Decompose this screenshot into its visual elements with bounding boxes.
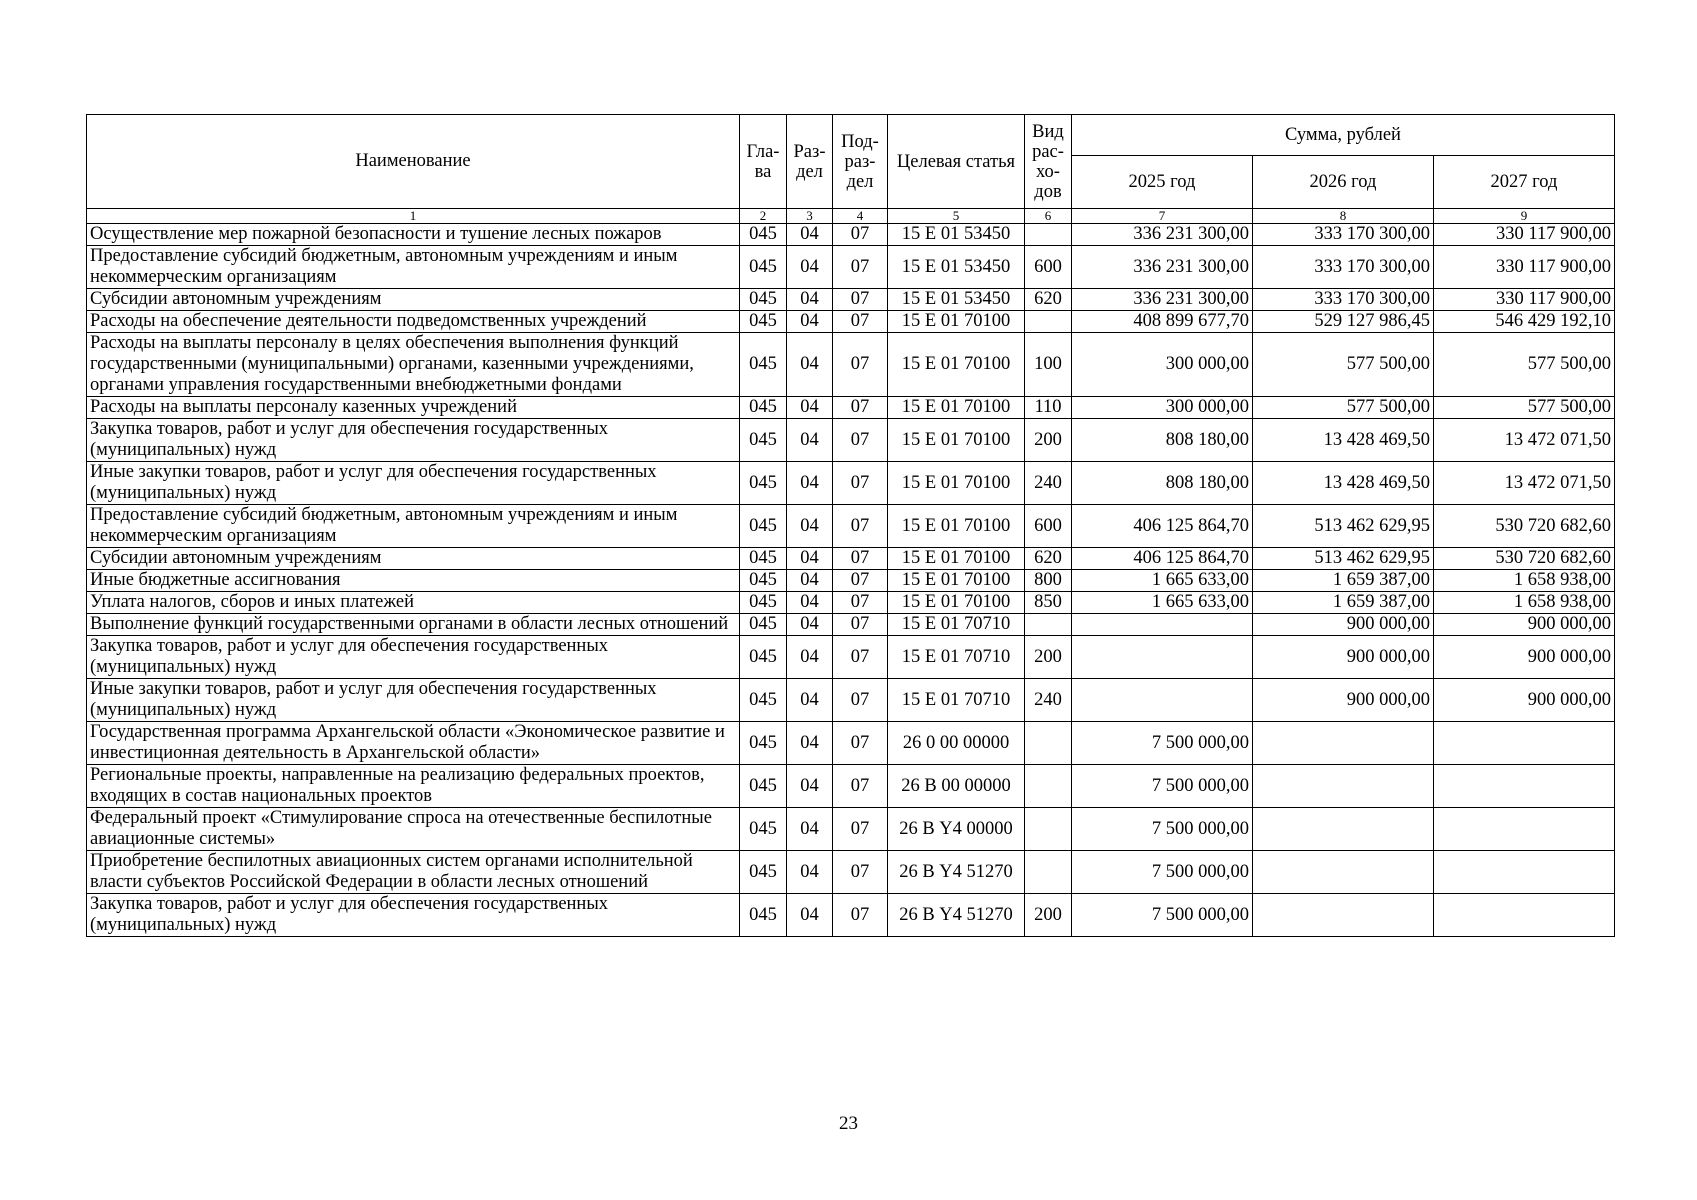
header-vid-rashodov: Вид рас- хо- дов [1025,115,1072,209]
row-sum-2026: 577 500,00 [1253,397,1434,419]
row-podrazdel: 07 [833,636,888,679]
table-row [87,333,1615,397]
row-sum-2025: 336 231 300,00 [1072,224,1253,246]
row-sum-2025: 300 000,00 [1072,333,1253,397]
row-podrazdel: 07 [833,765,888,808]
row-sum-2027: 900 000,00 [1434,679,1615,722]
row-glava: 045 [740,224,787,246]
row-vid-rashodov: 100 [1025,333,1072,397]
row-celevaya-statya: 15 Е 01 70100 [888,397,1025,419]
row-glava: 045 [740,570,787,592]
row-sum-2025: 336 231 300,00 [1072,289,1253,311]
row-name: Расходы на выплаты персоналу казенных учреждений [87,397,740,419]
row-celevaya-statya: 15 Е 01 70100 [888,548,1025,570]
row-razdel: 04 [787,614,833,636]
row-sum-2026: 333 170 300,00 [1253,246,1434,289]
table-row [87,679,1615,722]
row-sum-2027: 577 500,00 [1434,397,1615,419]
row-sum-2025: 1 665 633,00 [1072,570,1253,592]
row-celevaya-statya: 15 Е 01 70710 [888,614,1025,636]
row-sum-2027 [1434,894,1615,937]
table-body [87,224,1615,937]
row-sum-2027: 577 500,00 [1434,333,1615,397]
row-razdel: 04 [787,462,833,505]
row-sum-2027: 13 472 071,50 [1434,462,1615,505]
row-podrazdel: 07 [833,679,888,722]
row-name: Государственная программа Архангельской области «Экономическое развитие и инвестиционная деятельность в Архангельской области» [87,722,740,765]
row-glava: 045 [740,462,787,505]
row-sum-2025: 408 899 677,70 [1072,311,1253,333]
row-sum-2025 [1072,614,1253,636]
row-sum-2025: 1 665 633,00 [1072,592,1253,614]
row-sum-2025: 406 125 864,70 [1072,505,1253,548]
row-celevaya-statya: 15 Е 01 70100 [888,505,1025,548]
row-name: Закупка товаров, работ и услуг для обеспечения государственных (муниципальных) нужд [87,636,740,679]
row-sum-2026: 513 462 629,95 [1253,548,1434,570]
row-celevaya-statya: 15 Е 01 70100 [888,311,1025,333]
row-vid-rashodov: 200 [1025,419,1072,462]
row-sum-2025: 7 500 000,00 [1072,808,1253,851]
table-row [87,592,1615,614]
row-podrazdel: 07 [833,808,888,851]
row-glava: 045 [740,548,787,570]
row-name: Предоставление субсидий бюджетным, автономным учреждениям и иным некоммерческим организациям [87,505,740,548]
row-vid-rashodov [1025,224,1072,246]
row-sum-2026: 900 000,00 [1253,614,1434,636]
row-razdel: 04 [787,548,833,570]
row-sum-2027: 900 000,00 [1434,614,1615,636]
row-name: Субсидии автономным учреждениям [87,289,740,311]
row-podrazdel: 07 [833,419,888,462]
row-vid-rashodov: 800 [1025,570,1072,592]
column-number: 7 [1072,209,1253,224]
row-vid-rashodov: 600 [1025,246,1072,289]
row-celevaya-statya: 15 Е 01 70100 [888,333,1025,397]
table-row [87,419,1615,462]
row-sum-2025: 808 180,00 [1072,419,1253,462]
row-celevaya-statya: 15 Е 01 70710 [888,679,1025,722]
header-name: Наименование [87,115,740,209]
row-sum-2026: 13 428 469,50 [1253,462,1434,505]
column-number: 1 [87,209,740,224]
header-celevaya-statya: Целевая статья [888,115,1025,209]
row-celevaya-statya: 15 Е 01 53450 [888,289,1025,311]
row-podrazdel: 07 [833,548,888,570]
row-vid-rashodov: 110 [1025,397,1072,419]
row-sum-2026: 1 659 387,00 [1253,592,1434,614]
row-podrazdel: 07 [833,289,888,311]
row-sum-2025: 7 500 000,00 [1072,765,1253,808]
row-sum-2026: 900 000,00 [1253,679,1434,722]
column-number: 3 [787,209,833,224]
page-number: 23 [839,1113,858,1134]
column-number: 2 [740,209,787,224]
row-name: Выполнение функций государственными органами в области лесных отношений [87,614,740,636]
row-razdel: 04 [787,397,833,419]
row-celevaya-statya: 26 В Y4 00000 [888,808,1025,851]
row-celevaya-statya: 15 Е 01 70100 [888,462,1025,505]
row-razdel: 04 [787,894,833,937]
row-razdel: 04 [787,851,833,894]
row-sum-2026 [1253,808,1434,851]
table-row [87,808,1615,851]
row-vid-rashodov [1025,614,1072,636]
row-razdel: 04 [787,419,833,462]
row-razdel: 04 [787,722,833,765]
row-name: Закупка товаров, работ и услуг для обеспечения государственных (муниципальных) нужд [87,894,740,937]
row-sum-2027: 1 658 938,00 [1434,592,1615,614]
table-row [87,765,1615,808]
row-sum-2025: 336 231 300,00 [1072,246,1253,289]
row-podrazdel: 07 [833,333,888,397]
row-name: Иные закупки товаров, работ и услуг для обеспечения государственных (муниципальных) нужд [87,462,740,505]
row-name: Закупка товаров, работ и услуг для обеспечения государственных (муниципальных) нужд [87,419,740,462]
row-sum-2025 [1072,636,1253,679]
row-name: Уплата налогов, сборов и иных платежей [87,592,740,614]
row-podrazdel: 07 [833,570,888,592]
row-sum-2025: 808 180,00 [1072,462,1253,505]
row-podrazdel: 07 [833,397,888,419]
header-podrazdel: Под- раз- дел [833,115,888,209]
row-name: Региональные проекты, направленные на реализацию федеральных проектов, входящих в состав национальных проектов [87,765,740,808]
row-sum-2026: 333 170 300,00 [1253,289,1434,311]
header-year-2027: 2027 год [1434,156,1615,209]
row-podrazdel: 07 [833,851,888,894]
table-header [87,115,1615,224]
row-glava: 045 [740,505,787,548]
header-year-2026: 2026 год [1253,156,1434,209]
row-razdel: 04 [787,311,833,333]
row-celevaya-statya: 26 В 00 00000 [888,765,1025,808]
row-sum-2025 [1072,679,1253,722]
column-number: 8 [1253,209,1434,224]
row-glava: 045 [740,311,787,333]
budget-table [86,114,1615,937]
row-sum-2027: 330 117 900,00 [1434,246,1615,289]
table-row [87,289,1615,311]
row-glava: 045 [740,894,787,937]
table-row [87,636,1615,679]
row-vid-rashodov [1025,311,1072,333]
row-name: Приобретение беспилотных авиационных систем органами исполнительной власти субъектов Российской Федерации в области лесных отношений [87,851,740,894]
row-podrazdel: 07 [833,505,888,548]
row-glava: 045 [740,333,787,397]
table-row [87,570,1615,592]
row-razdel: 04 [787,592,833,614]
row-glava: 045 [740,722,787,765]
row-podrazdel: 07 [833,311,888,333]
row-vid-rashodov [1025,808,1072,851]
row-sum-2027: 530 720 682,60 [1434,505,1615,548]
row-sum-2025: 406 125 864,70 [1072,548,1253,570]
row-name: Иные бюджетные ассигнования [87,570,740,592]
row-sum-2027: 1 658 938,00 [1434,570,1615,592]
row-glava: 045 [740,765,787,808]
table-row [87,246,1615,289]
row-glava: 045 [740,397,787,419]
row-razdel: 04 [787,765,833,808]
table-row [87,894,1615,937]
table-row [87,462,1615,505]
row-name: Иные закупки товаров, работ и услуг для обеспечения государственных (муниципальных) нужд [87,679,740,722]
row-sum-2025: 7 500 000,00 [1072,851,1253,894]
row-name: Федеральный проект «Стимулирование спроса на отечественные беспилотные авиационные системы» [87,808,740,851]
row-sum-2027: 900 000,00 [1434,636,1615,679]
column-number-row [87,209,1615,224]
table-row [87,224,1615,246]
row-sum-2026 [1253,851,1434,894]
row-vid-rashodov: 240 [1025,462,1072,505]
row-vid-rashodov [1025,851,1072,894]
row-podrazdel: 07 [833,894,888,937]
row-celevaya-statya: 15 Е 01 53450 [888,224,1025,246]
row-glava: 045 [740,289,787,311]
header-summa: Сумма, рублей [1072,115,1615,156]
table-row [87,311,1615,333]
table-row [87,851,1615,894]
row-name: Субсидии автономным учреждениям [87,548,740,570]
table-row [87,548,1615,570]
row-sum-2026: 529 127 986,45 [1253,311,1434,333]
header-year-2025: 2025 год [1072,156,1253,209]
row-vid-rashodov: 240 [1025,679,1072,722]
header-glava: Гла- ва [740,115,787,209]
row-celevaya-statya: 15 Е 01 70100 [888,570,1025,592]
row-razdel: 04 [787,289,833,311]
row-sum-2026: 13 428 469,50 [1253,419,1434,462]
row-name: Осуществление мер пожарной безопасности и тушение лесных пожаров [87,224,740,246]
row-vid-rashodov [1025,765,1072,808]
row-sum-2027: 530 720 682,60 [1434,548,1615,570]
row-razdel: 04 [787,505,833,548]
row-celevaya-statya: 26 В Y4 51270 [888,851,1025,894]
row-sum-2025: 7 500 000,00 [1072,894,1253,937]
row-sum-2026: 513 462 629,95 [1253,505,1434,548]
row-celevaya-statya: 26 0 00 00000 [888,722,1025,765]
table-row [87,505,1615,548]
row-sum-2027 [1434,722,1615,765]
row-podrazdel: 07 [833,246,888,289]
row-vid-rashodov: 620 [1025,548,1072,570]
row-vid-rashodov: 850 [1025,592,1072,614]
row-sum-2027 [1434,808,1615,851]
column-number: 9 [1434,209,1615,224]
row-razdel: 04 [787,679,833,722]
row-sum-2025: 7 500 000,00 [1072,722,1253,765]
row-podrazdel: 07 [833,462,888,505]
row-name: Расходы на выплаты персоналу в целях обеспечения выполнения функций государственными (муниципальными) органами, казенными учреждениями, органами управления государственными внебюджетными фондами [87,333,740,397]
row-sum-2026: 1 659 387,00 [1253,570,1434,592]
row-celevaya-statya: 15 Е 01 70710 [888,636,1025,679]
row-vid-rashodov: 600 [1025,505,1072,548]
row-razdel: 04 [787,333,833,397]
column-number: 4 [833,209,888,224]
row-podrazdel: 07 [833,614,888,636]
row-podrazdel: 07 [833,224,888,246]
row-razdel: 04 [787,808,833,851]
row-sum-2026: 333 170 300,00 [1253,224,1434,246]
row-sum-2027: 330 117 900,00 [1434,289,1615,311]
row-razdel: 04 [787,570,833,592]
row-celevaya-statya: 26 В Y4 51270 [888,894,1025,937]
row-sum-2027 [1434,851,1615,894]
row-sum-2027: 330 117 900,00 [1434,224,1615,246]
row-glava: 045 [740,419,787,462]
row-razdel: 04 [787,246,833,289]
row-vid-rashodov [1025,722,1072,765]
row-name: Предоставление субсидий бюджетным, автономным учреждениям и иным некоммерческим организациям [87,246,740,289]
row-sum-2027 [1434,765,1615,808]
row-sum-2026 [1253,894,1434,937]
row-vid-rashodov: 620 [1025,289,1072,311]
table-row [87,614,1615,636]
row-sum-2027: 13 472 071,50 [1434,419,1615,462]
row-razdel: 04 [787,224,833,246]
row-podrazdel: 07 [833,592,888,614]
row-name: Расходы на обеспечение деятельности подведомственных учреждений [87,311,740,333]
row-sum-2027: 546 429 192,10 [1434,311,1615,333]
row-vid-rashodov: 200 [1025,894,1072,937]
row-glava: 045 [740,851,787,894]
row-celevaya-statya: 15 Е 01 53450 [888,246,1025,289]
row-sum-2026: 577 500,00 [1253,333,1434,397]
header-razdel: Раз- дел [787,115,833,209]
row-podrazdel: 07 [833,722,888,765]
row-sum-2026 [1253,765,1434,808]
table-row [87,722,1615,765]
row-sum-2026: 900 000,00 [1253,636,1434,679]
row-razdel: 04 [787,636,833,679]
row-glava: 045 [740,679,787,722]
row-sum-2025: 300 000,00 [1072,397,1253,419]
row-glava: 045 [740,614,787,636]
row-sum-2026 [1253,722,1434,765]
row-vid-rashodov: 200 [1025,636,1072,679]
row-celevaya-statya: 15 Е 01 70100 [888,592,1025,614]
column-number: 6 [1025,209,1072,224]
row-glava: 045 [740,246,787,289]
row-glava: 045 [740,592,787,614]
row-glava: 045 [740,808,787,851]
table-row [87,397,1615,419]
row-celevaya-statya: 15 Е 01 70100 [888,419,1025,462]
row-glava: 045 [740,636,787,679]
column-number: 5 [888,209,1025,224]
